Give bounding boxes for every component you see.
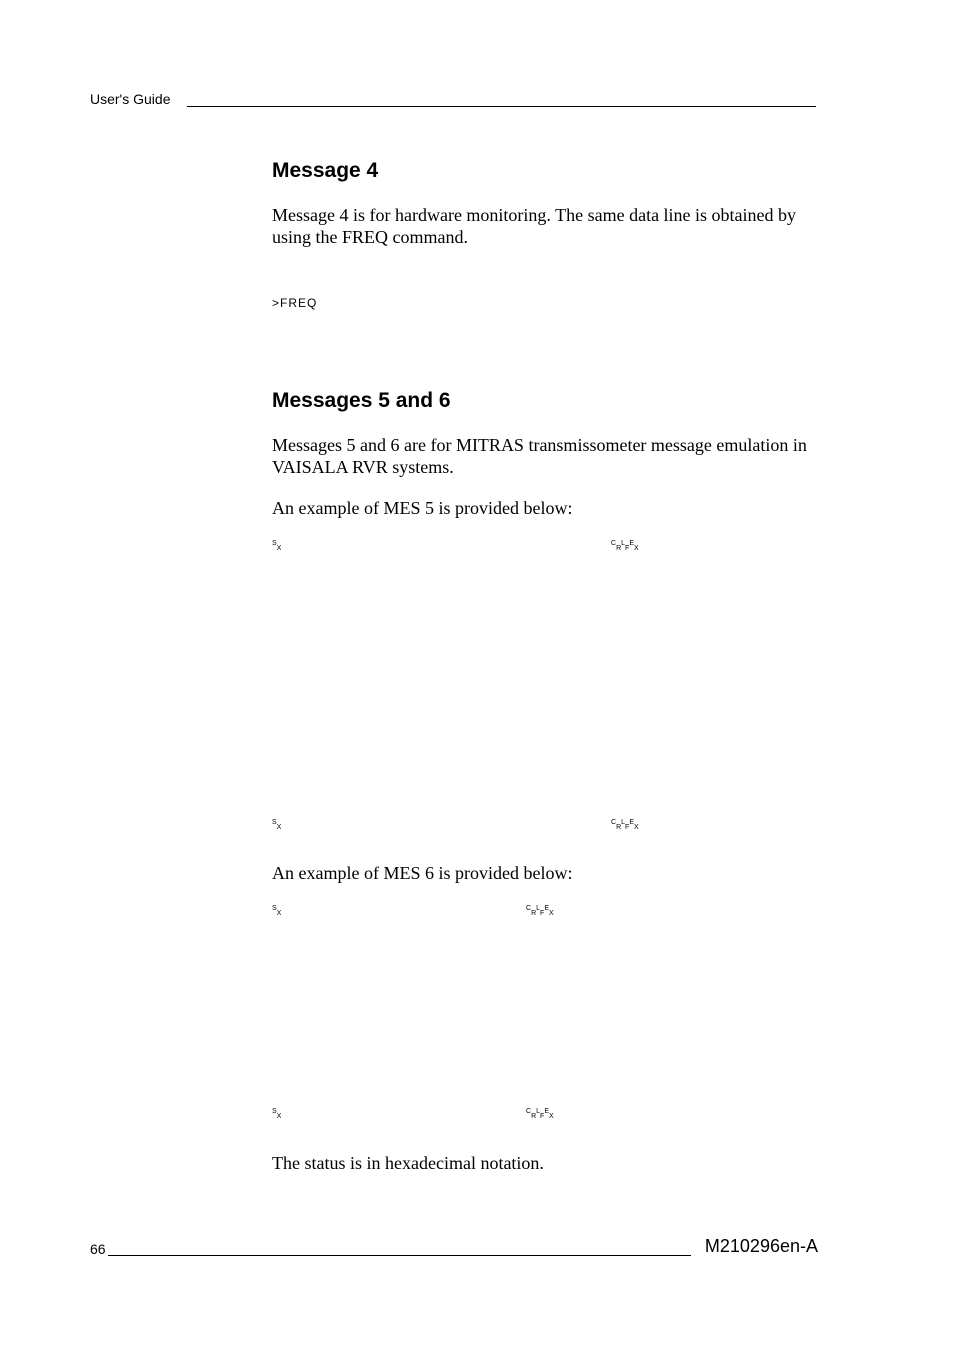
mes5-crlf-etx-end: CRLFEX	[611, 819, 639, 831]
heading-messages-5-6: Messages 5 and 6	[272, 389, 451, 412]
mes6-crlf-etx-end: CRLFEX	[526, 1108, 554, 1120]
page-header	[90, 90, 816, 110]
mes5-stx-end: SX	[272, 819, 282, 831]
mes6-example-label: An example of MES 6 is provided below:	[272, 863, 573, 883]
message-4-paragraph: Message 4 is for hardware monitoring. The same data line is obtained by using the FREQ command.	[272, 205, 797, 247]
header-title: User's Guide	[90, 91, 171, 107]
mes6-stx-start: SX	[272, 905, 282, 917]
mes6-stx-end: SX	[272, 1108, 282, 1120]
mes5-crlf-etx-start: CRLFEX	[611, 540, 639, 552]
document-id: M210296en-A	[704, 1236, 818, 1256]
mes5-example-label: An example of MES 5 is provided below:	[272, 498, 573, 518]
page-footer	[90, 1236, 818, 1260]
footer-rule	[108, 1255, 691, 1256]
mes6-crlf-etx-start: CRLFEX	[526, 905, 554, 917]
page-number: 66	[90, 1241, 106, 1257]
mes5-stx-start: SX	[272, 540, 282, 552]
header-rule	[187, 106, 816, 107]
freq-command: >FREQ	[272, 296, 318, 310]
messages-5-6-paragraph: Messages 5 and 6 are for MITRAS transmissometer message emulation in VAISALA RVR systems.	[272, 435, 807, 477]
status-note: The status is in hexadecimal notation.	[272, 1153, 544, 1173]
heading-message-4: Message 4	[272, 159, 379, 182]
